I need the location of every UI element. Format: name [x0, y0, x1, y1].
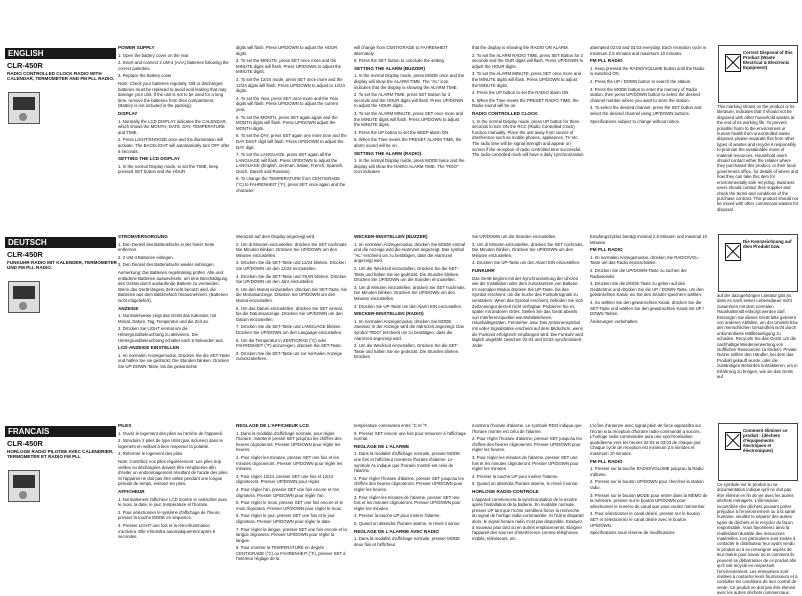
paragraph: Weckzeit auf dem Display angezeigt wird.	[236, 234, 316, 239]
paragraph: 2. Press the UP / DOWN button to search the station.	[590, 78, 692, 84]
paragraph: 2. Press LIGHT/SNOOZE once and the illumination will activate. The BACKLIGHT will automatically turn OFF after 6 seconds.	[118, 137, 230, 154]
paragraph: Anmerkung: Die Batterien regelmässig prüfen. Alte und entladene Batterien auswechseln, um eine Beschädigung des Geräts durch auslaufende Batterie zu vermeiden. Wenn das Gerät längere Zeit nicht benutzt wird, die Batterien aus dem Batteriefach herausnehmen. (Batterien nicht mitgeliefert).	[118, 269, 228, 303]
paragraph: 8. Um die Temperatur in ZENTIGRAD (°C) oder FAHRENHEIT (°F) anzuzeigen, drücken Sie SET-Taste.	[236, 337, 342, 349]
disposal-text: This marking shown on the product or its literature, indicates that it should not be disposed with other household wastes at the end of its working life. To prevent possible harm to the environment or human health from uncontrolled waste disposal, please separate this from other types of wastes and recycle it responsibly to promote the sustainable reuse of material resources. Household users should contact either the retailer where they purchased this product, or their local government office, for details of where and how they can take this item for environmentally safe recycling. Business users should contact their supplier and check the terms and conditions of the purchase contract. This product should not be mixed with other commercial wastes for disposal.	[717, 104, 799, 212]
section-heading: SETTING THE LCD DISPLAY	[118, 156, 180, 162]
paragraph: 1. In the normal Display mode, to set the TIME, keep pressed SET button and the HOUR	[118, 163, 219, 175]
paragraph: 9. Press the SET button to conclude the setting.	[354, 58, 445, 64]
paragraph: 8. To change the TEMPERATURE from CENTIGRADE (°C) to FAHRENHEIT (°F), press SET once again and the character	[236, 176, 346, 193]
model-number: CLR-450R	[7, 439, 43, 448]
language-section	[0, 378, 802, 596]
paragraph: 3. Um di Minuten einzustellen, drücken Sie SET nochmals. Die Minuten blinken. Drücken Sie UP/DOWN um den Minuten einzustellen.	[472, 241, 584, 258]
paragraph: 3. Press the MODE button to enter the memory of Radio station, then press UP/DOWN button to select the desired channel number where you want to store the station.	[590, 86, 700, 103]
paragraph: 4. Presser la touche UP pour insérer l'alarme.	[354, 513, 441, 519]
paragraph: 3. Replace the battery cover.	[118, 73, 173, 79]
language-section	[0, 189, 802, 378]
paragraph: 1. Den Deckel des Batteriefachs in der hinter Seite entfernen.	[118, 241, 215, 253]
paragraph: température commutera entre °C et °F.	[354, 423, 428, 428]
paragraph: 9. Presser SET encore une fois pour retourner à l'affichage normal.	[354, 430, 466, 442]
paragraph: digits will flash. Press UP/DOWN to adjust the HOUR digits.	[236, 45, 338, 56]
paragraph: 4. Presser la touche UP pour insérer l'alarme.	[472, 473, 559, 479]
language-tag: ENGLISH	[5, 48, 116, 59]
dial-illustration	[19, 491, 27, 499]
paragraph: attempted 02:03 and 03:03 everyday. Each reception cycle is minimum 2.5 minutes and maximum 10 minutes.	[590, 45, 707, 56]
paragraph: 2. Insert and connect 2 UM-4 (AAA) batteries following the correct polarities.	[118, 60, 229, 71]
paragraph: 3. To set the ALARM MINUTE, press SET once more and the MINUTE digits will flash. Press UP/DOWN to adjust the MINUTE digits.	[472, 71, 581, 88]
paragraph: 1. Open the battery cover on the rear.	[118, 52, 190, 58]
paragraph: 4. Drücken Sie UP-Taste um den Alarm EIN einzustellen.	[354, 303, 463, 309]
paragraph: 2. To set the MINUTE, press SET once more and the MINUTE digits will flash. Press UP/DOWN to adjust the MINUTE digits.	[236, 58, 342, 75]
language-tag: DEUTSCH	[5, 237, 116, 248]
paragraph: 7. To set the LANGUAGE, press SET again all the LANGUAGE will flash. Press UP/DOWN to adjust the LANGUAGE (English, German, Italian, French, Spanish, Dutch, Danish and Russian).	[236, 152, 344, 174]
text-column	[354, 423, 466, 549]
paragraph: 9. Drücken Sie die SET-Taste um zur normalen Anzeige zurückzukehren.	[236, 350, 343, 362]
paragraph: 4. So wählen Sie den gewünschten Kanal, drücken Sie die SET-Taste und wählen Sie den gewünschten Kanal mit UP / DOWN Tasten.	[590, 299, 704, 317]
paragraph: L'icône d'antenne avec signal plein de force apparaîtra sur l'écran si la réception d'horaire radio-commandé a succès. L'horloge radio-commandée aura une synchronisation quotidienne vers les heures 02:03 et 03:03 de chaque jour. Chaque cycle de réception est minimum 2,5 minutes et maximum 10 minutes.	[590, 423, 702, 456]
paragraph: 3. Presser sur le bouton MODE pour entrer dans la MÉMO de la mémoire, presser sur le bouton UP/DOWN pour sélectionner le numéro de canal que vous voulez mémoriser.	[590, 492, 708, 509]
model-number: CLR-450R	[7, 61, 43, 70]
paragraph: 4. To select the desired channel, press the SET button and select the desired channel using UP/DOWN buttons.	[590, 105, 702, 116]
paragraph: 2. Um die Weckzeit einzustellen, Drücken Sie die SET-Taste und halten Sie sie gedrückt. Die Stunden blinken. Drücken	[354, 343, 460, 360]
paragraph: that the display is showing the RADIO ON ALARM.	[472, 45, 569, 50]
paragraph: 1. Im normalen Anzeigemodus, Drücken Sie die SET-Taste und halten Sie sie gedrückt. Die Stunden blinken. Drücken Sie UP-DOWN-Taste, bis die gewünschte	[118, 352, 230, 369]
paragraph: 2. Pour régler l'horaire d'alarme, presser SET jusqu'au les chiffres des heures clignoteront. Presser UP/DOWN pour régler les heures.	[472, 436, 582, 453]
paragraph: 5. When the Time meets the PRESET ALARM TIME, the alarm sound will be on.	[354, 137, 462, 148]
disposal-title: Die Kennzeichnung auf dem Produkt bzw.	[743, 239, 792, 249]
text-column	[354, 234, 466, 362]
paragraph: 6. Pour régler le jour, presser SET une fois et le jour clignotera. Presser UP/DOWN pour régler le date.	[236, 513, 335, 524]
dial-illustration	[19, 113, 27, 121]
lcd-display-illustration	[13, 286, 35, 299]
text-column	[118, 234, 230, 371]
paragraph: 5. To set the MONTH, press SET again again and the MONTH digits will flash. Press UP/DOWN adjust the MONTH digits.	[236, 114, 338, 131]
section-heading: SETTING THE ALARM (RADIO)	[354, 150, 422, 156]
language-section	[0, 0, 802, 212]
section-heading: DISPLAY	[118, 110, 138, 116]
paragraph: 3. To set the 12/24 mode, press SET once more and the 12/24 digits will flash. Press UP/DOWN to adjust to 12/24 digits.	[236, 76, 345, 94]
section-heading: HORLOGE RADIO-CONTROLE	[472, 488, 539, 494]
text-column	[118, 45, 230, 177]
paragraph: 1. Presser sur la touche RADIO/VOLUME jusqu'au la Radio s'allume.	[590, 466, 704, 477]
text-column	[118, 423, 230, 542]
section-heading: WECKER-EINSTELLEN (BUZZER)	[354, 234, 428, 239]
section-heading: AFFICHEUR	[118, 488, 145, 494]
section-heading: REGLAGE DE L'ALARME AVEC RADIO	[354, 528, 439, 534]
crossed-bin-icon	[725, 432, 741, 450]
lcd-display-illustration	[13, 97, 35, 110]
text-column	[590, 423, 708, 538]
paragraph: 1. Normally the LCD DISPLAY indicates the CALENDAR, which shows the MONTH, DATE, DAY, TEMPERATURE and TIME.	[118, 118, 227, 135]
text-column	[472, 234, 584, 350]
paragraph: Sie UP/DOWN um die Stunden einzustellen.	[472, 234, 557, 239]
paragraph: 8. Pour montrer la TEMPERATURE en degrés CENTIGRADE (°C) ou FAHRENHEIT (°F), presser SET à l'intérieur réglage de la	[236, 545, 346, 562]
paragraph: 7. Drücken Sie die SET-Taste und LANGUAGE blinken. Drücken Sie UP/DOWN um den Language einzustellen.	[236, 324, 343, 335]
paragraph: Änderungen vorbehalten.	[590, 318, 639, 324]
text-column	[472, 423, 584, 543]
text-column	[472, 45, 584, 160]
paragraph: 5. Pour régler le mois, presser SET une fois encore et le mois clignotera. Presser UP/DOWN pour régler le mois.	[236, 500, 343, 511]
paragraph: 1. Dans la modalité d'affichage normale, pour régler l'horaire, maintenir pressé SET jusqu'au les chiffres des heures clignoteront. Presser UP/DOWN pour régler les heures.	[236, 430, 342, 453]
section-heading: REGLAGE DE L'AFFICHEUR LCD	[236, 423, 309, 428]
paragraph: 1. Dans la modalité d'affichage normale, presser MODE deux fois et l'afficheur	[354, 536, 461, 547]
text-column	[590, 234, 708, 326]
paragraph: 1. Im normalen Anzeigemodus, drücken Sie MODE zweimal, in der Anzeige wird die Alarmzeit angezeigt. Das symbol "RDO" erscheint um zu bestätigen, dass die Alarmzeit angezeigt wird.	[354, 318, 464, 341]
section-heading: FUNKUHR	[472, 267, 495, 273]
paragraph: 1. Normalement l'afficheur LCD montre le calendrier avec le mois, la date, le jour, température et l'horaire.	[118, 496, 228, 508]
paragraph: Specifications subject to change without notice.	[590, 118, 681, 124]
dial-illustration	[19, 302, 27, 310]
paragraph: 5. Um den Monat einzustellen, drücken Sie SET-Taste, bis die Monatsanzeige. Drücken Sie UP/DOWN um den Monat einzustellen.	[236, 286, 347, 303]
clock-radio-illustration	[8, 281, 40, 313]
section-heading: REGLAGE DE L'ALARME	[354, 443, 410, 449]
paragraph: 1. Dans la modalité d'affichage normale, presser MODE une fois et l'afficheur montrera l'horaire d'alarme. Le symbole AL indique que l'horaire montré est celui de l'alarme.	[354, 451, 461, 474]
text-column	[236, 423, 348, 564]
paragraph: 3. Pour régler les minutes de l'alarme, presser SET une fois et les minutes clignoteront. Presser UP/DOWN pour régler les minutes.	[472, 454, 579, 472]
paragraph: 3. Um di Minuten einzustellen, drücken Sie SET nochmals. Die Minuten blinken. Drücken Sie UP/DOWN um den Minuten einzustellen.	[354, 284, 466, 301]
paragraph: 2. Um di Minuten einzustellen, drücken Sie SET nochmals. Die Minuten blinken. Drücken Sie UP/DOWN um den Minuten einzustellen.	[236, 241, 348, 258]
paragraph: 4. Press the UP button to set the RADIO alarm ON.	[472, 90, 570, 96]
section-heading: LCD-ANZEIGE EINSTELLEN	[118, 345, 180, 351]
paragraph: Das Gerät beginnt mit der Synchronisierung der Uhrzeit wie der Installation oder dem zurücksetzen von Batterie. Im normalen Modus drücken Sie UP-Taste, bis das Symbol erscheint, um die Suche des Funkuhrsignals zu verstärken. Wenn das Symbol erscheint, befinden Sie sich Zeitzonengut derzeit nicht verfügbar. Probieren Sie es später mit anderen Ortes. Stellen Sie das Gerät abseits von Interferenzquellen wie Mobiltelefonen, Haushaltsgeräten, Fernseher, usw. Das Antennensymbol mit voller Signalstärke erscheint auf dem Bildschirm, wenn die Funkzeit erfolgreich empfangen wird. Die Funkuhr wird täglich ungefähr zwischen 02:03 und 03:03 synchronisiert. Jeder	[472, 275, 584, 348]
paragraph: 2. Presser sur le bouton UP/DOWN pour chercher la station radio.	[590, 479, 704, 490]
paragraph: 2. Pour régler les minutes, presser SET une fois et les minutes clignoteront. Presser UP/DOWN pour régler les minutes.	[236, 454, 343, 472]
paragraph: 1. Im normalen Anzeigemodus, drücken Sie MODE einmal und die Anzeige wird die Alarmzeit angezeigt. Das symbol "AL" erscheint um zu bestätigen, dass die Alarmzeit angezeigt wird.	[354, 241, 466, 264]
paragraph: 5. When the Time meets the PRESET RADIO TIME, the Radio sound will be on.	[472, 97, 579, 109]
section-heading: FM PLL RADIO	[590, 58, 623, 64]
section-heading: WECKER-EINSTELLEN (RADIO)	[354, 311, 424, 317]
paragraph: 2. To set the ALARM TIME, press SET Button for 3 seconds and the HOUR digits will flash. Press UP/DOWN to adjust the HOUR digits.	[354, 92, 464, 109]
paragraph: L'appareil commencera la synchronisation de la montre après l'installation de la batterie. En modalité normale, presser UP tant que l'icône semblera forcer la recherche du signal de horloge radio-commandée. Si l'icône disparaît alors, le signal horaire radio n'est pas disponible. Essayez à nouveau plus tard ou en autres emplacements. Eloigner l'appareil des sources d'interférence comme téléphones mobile, téléviseurs, etc.	[472, 496, 584, 541]
paragraph: 3. Drücken Sie die MODE-Taste zu geben auf den Gedächtnis und drücken Sie die UP / DOWN-Taste, um den gewünschten Kanal, wo Sie den Sender speichern wählen.	[590, 281, 704, 298]
paragraph: will change from CENTIGRADE to FAHRENHEIT alternately.	[354, 45, 448, 56]
weee-disposal-box	[718, 423, 798, 481]
paragraph: 4. Pour régler l'an, presser SET une fois encore et l'an clignotera. Presser UP/DOWN pour régler l'an.	[236, 486, 340, 498]
section-heading: PILES	[118, 423, 132, 428]
product-subtitle: HORLOGE RADIO PILOTEE AVEC CALENDRIER, TERMOMETER ET RADIO FM PLL	[7, 449, 114, 460]
section-heading: FM PLL RADIO	[590, 458, 623, 464]
section-heading: SETTING THE ALARM (BUZZER)	[354, 65, 426, 71]
paragraph: 4. Drücken Sie UP-Taste um den Alarm EIN einzustellen.	[472, 260, 581, 266]
text-column	[236, 45, 348, 195]
section-heading: STROMVERSORGUNG	[118, 234, 168, 239]
paragraph: 3. Presser LIGHT une fois et la rétro-illumination s'activera. Elle s'éteindra automatiquement après 6 secondes.	[118, 522, 216, 540]
paragraph: 5. Quand on atteindra l'horaire alarme, le réveil il sonne.	[354, 520, 461, 526]
paragraph: 1. In the normal Display mode, press MODE once and the display will show the ALARM TIME. The "AL" icon indicates that the display is showing the ALARM TIME.	[354, 73, 465, 90]
paragraph: 1. In the normal Display mode, press MODE twice and the display will show the RADIO ALARM TIME. The "RDO" icon indicates	[354, 158, 465, 175]
paragraph: Note: Check your batteries regularly. Old or discharged batteries must be replaced to avoid acid leaking that may damage your unit. If the unit is not to be used for a long time, remove the batteries from their compartment. (Battery is not included in the packing).	[118, 80, 227, 109]
paragraph: 1. Keep pressed the RADIO/VOLUME button until the Radio is switched ON.	[590, 65, 705, 77]
model-number: CLR-450R	[7, 250, 43, 259]
text-column	[590, 45, 708, 126]
crossed-bin-icon	[725, 243, 741, 261]
weee-disposal-box	[718, 234, 798, 292]
paragraph: 1. In the normal Display mode, press UP button for three seconds to turn ON the RCC (Radio Controlled Clock) function manually. Place the unit away from source of interference such as mobile phones, appliances, TV etc. The radio time will be signal strength and appear on screen if the reception of radio controlled time successful. The radio-controlled clock will have a daily synchronization	[472, 118, 584, 158]
paragraph: 2. To set the ALARM RADIO TIME, press SET Button for 3 seconds and the OUR digits will flash. Press UP/DOWN to adjust the HOUR digits.	[472, 52, 584, 69]
paragraph: 3. Pour régler 12/24, presser SET une fois et 12/24 clignoteront. Presser UP/DOWN pour régler.	[236, 473, 334, 485]
paragraph: 6. To set the DAY, press SET again one more time and the DAY DIGIT digit will flash. Press UP/DOWN to adjust the DAY digit.	[236, 133, 347, 150]
paragraph: 5. Quand on atteindra l'horaire alarme, le réveil il sonne.	[472, 481, 579, 487]
clock-radio-illustration	[8, 470, 40, 502]
paragraph: 3. Drücken Sie die SET-Taste und 12/24 blinken. Drücken Sie UP/DOWN um den 12/24 einzustellen.	[236, 260, 346, 271]
language-tag: FRANCAIS	[5, 426, 116, 437]
text-column	[236, 234, 348, 364]
paragraph: 3. Den Deckel des Batteriefachs wieder anbringen.	[118, 262, 215, 268]
paragraph: 2. Pour sélectionner le système d'affichage de l'heure, presser la touche MODE en séquence.	[118, 509, 221, 521]
paragraph: Note: Contrôlez vos piles régulièrement. Les piles trop vieilles ou déchargées doivent être remplacées afin d'éviter un endommagement résultant de l'acide des piles. Si l'appareil ne doit pas être utilisé pendant une longue période de temps, enlevez les piles.	[118, 458, 229, 487]
lcd-display-illustration	[13, 475, 35, 488]
paragraph: 4. Drücken Sie die SET-Taste und YEAR blinken. Drücken Sie UP/DOWN um den Jahr einzustellen.	[236, 273, 347, 285]
disposal-text: auf der dazugehörigen Literatur gibt an, dass es nach seiner Lebensdauer nicht zusammen mit dem normalen Haushaltsmüll entsorgt werden darf. Entsorgen Sie dieses Gerät bitte getrennt von anderen Abfällen, um der Umwelt bzw. der menschlichen Gesundheit nicht durch unkontrollierte Müllbeseitigung zu schaden. Recyceln Sie das Gerät, um die nachhaltige Wiederverwertung von stofflichen Ressourcen zu fördern. Private Nutzer sollten den Händler, bei dem das Produkt gekauft wurde, oder die zuständigen Behörden kontaktieren, um in Erfahrung zu bringen, wie sie das Gerät auf	[717, 293, 799, 380]
paragraph: 2. Drücken Sie LIGHT einmal um die Hintergrundbeleuchtung zu aktivieren. Die Hintergrundbeleuchtung schaltet nach 6 Sekunden aus.	[118, 326, 224, 343]
paragraph: montrera l'horaire d'alarme. Le symbole RDO indique que l'horaire montré est celui de l'alarme.	[472, 423, 582, 434]
paragraph: 7. Pour régler la langue, presser SET une fois encore et la langue clignotera. Presser UP/DOWN pour régler la langue.	[236, 526, 347, 543]
paragraph: 1. Ouvrir le logement des piles au l'arrière de l'appareil.	[118, 430, 223, 436]
paragraph: 1. Normalerweise zeigt das Gerät das Kalender, mit Monat, Datum, Tag, Temperatur und die Zeit an.	[118, 313, 217, 324]
disposal-title: Comment éliminer ce produit - (déchets d'équipements électriques et électroniques)	[743, 428, 788, 453]
section-heading: RADIO CONTROLLED CLOCK	[472, 110, 538, 116]
weee-disposal-box	[718, 45, 798, 103]
paragraph: 3. Refermer le logement des piles.	[118, 451, 184, 457]
paragraph: 4. To set the Year, press SET once more and the Year digits will flash. Press UP/DOWN to adjust the current year.	[236, 95, 339, 112]
product-subtitle: RADIO CONTROLLED CLOCK RADIO WITH CALENDAR, TERMOMETER AND FM PLL RADIO.	[7, 71, 115, 82]
paragraph: 2. Introduire 2 piles de type UM4 (pas incluses) dans le logement en veillant à bien respecter la polarité.	[118, 438, 223, 449]
paragraph: Spécifications sous réserve de modifications	[590, 530, 675, 536]
paragraph: 2. 2 UM-4 Batterien einlegen.	[118, 254, 174, 260]
disposal-text: Ce symbole sur le produit ou sa documentation indique qu'il ne doit pas être éliminé en fin de vie avec les autres déchets ménagers. L'élimination incontrôlée des déchets pouvant porter préjudice à l'environnement ou à la santé humaine, veuillez le séparer des autres types de déchets et le recycler de façon responsable. Vous favoriserez ainsi la réutilisation durable des ressources matérielles. Les particuliers sont invités à contacter le distributeur leur ayant vendu le produit ou à se renseigner auprès de leur mairie pour savoir où et comment ils peuvent se débarrasser de ce produit afin qu'il soit recyclé en respectant l'environnement. Les entreprises sont invitées à contacter leurs fournisseurs et à consulter les conditions de leur contrat de vente. Ce produit ne doit pas être éliminé avec les autres déchets commerciaux.	[717, 482, 798, 596]
paragraph: 3. To set the ALARM MINUTE, press SET once more and the MINUTE digits will flash. Press UP/DOWN to adjust the MINUTE digits.	[354, 110, 463, 128]
paragraph: 2. Drücken Sie die UP/DOWN-Taste zu suchen der Radiosender.	[590, 267, 687, 279]
paragraph: 6. Um das Datum einzustellen, drücken Sie SET einmal, bis die Datumsanzeige. Drücken Sie UP/DOWN um den Datum einzustellen.	[236, 305, 343, 322]
section-heading: POWER SUPPLY	[118, 45, 155, 50]
paragraph: 4. Pour sélectionner le canal désiré, presser sur le bouton SET et sélectionnez le canal désiré avec le bouton UP/DOWN.	[590, 511, 700, 528]
paragraph: 3. Pour régler les minutes de l'alarme, presser SET une fois et les minutes clignoteront. Presser UP/DOWN pour régler les minutes.	[354, 494, 461, 511]
section-heading: ANZEIGE	[118, 305, 139, 311]
disposal-title: Correct Disposal of this Product (Waste Electrical & Electronic Equipment)	[743, 50, 793, 70]
paragraph: 4. Press the UP button to set the BEEP alarm ON.	[354, 129, 450, 135]
paragraph: 1. Im normalen Anzeigemodus, drücken Sie RADIO/VOL-Taste um das Radio einzuschalten.	[590, 254, 700, 266]
text-column	[354, 45, 466, 177]
section-heading: FM PLL RADIO	[590, 247, 623, 253]
crossed-bin-icon	[725, 54, 741, 72]
paragraph: Empfangszyklus beträgt minimal 2,5 Minuten und maximal 10 Minuten.	[590, 234, 708, 245]
product-subtitle: FUNKUHR RADIO MIT KALENDER, TERMOMETER UND FM PLL RADIO.	[7, 260, 117, 271]
paragraph: 2. Um die Weckzeit einzustellen, Drücken Sie die SET-Taste und halten Sie sie gedrückt. Die Stunden blinken. Drücken Sie UP/DOWN um die Stunden einzustellen.	[354, 265, 460, 283]
paragraph: 2. Pour régler l'horaire d'alarme, presser SET jusqu'au les chiffres des heures clignoteront. Presser UP/DOWN pour régler les heures.	[354, 475, 464, 492]
clock-radio-illustration	[8, 92, 40, 124]
